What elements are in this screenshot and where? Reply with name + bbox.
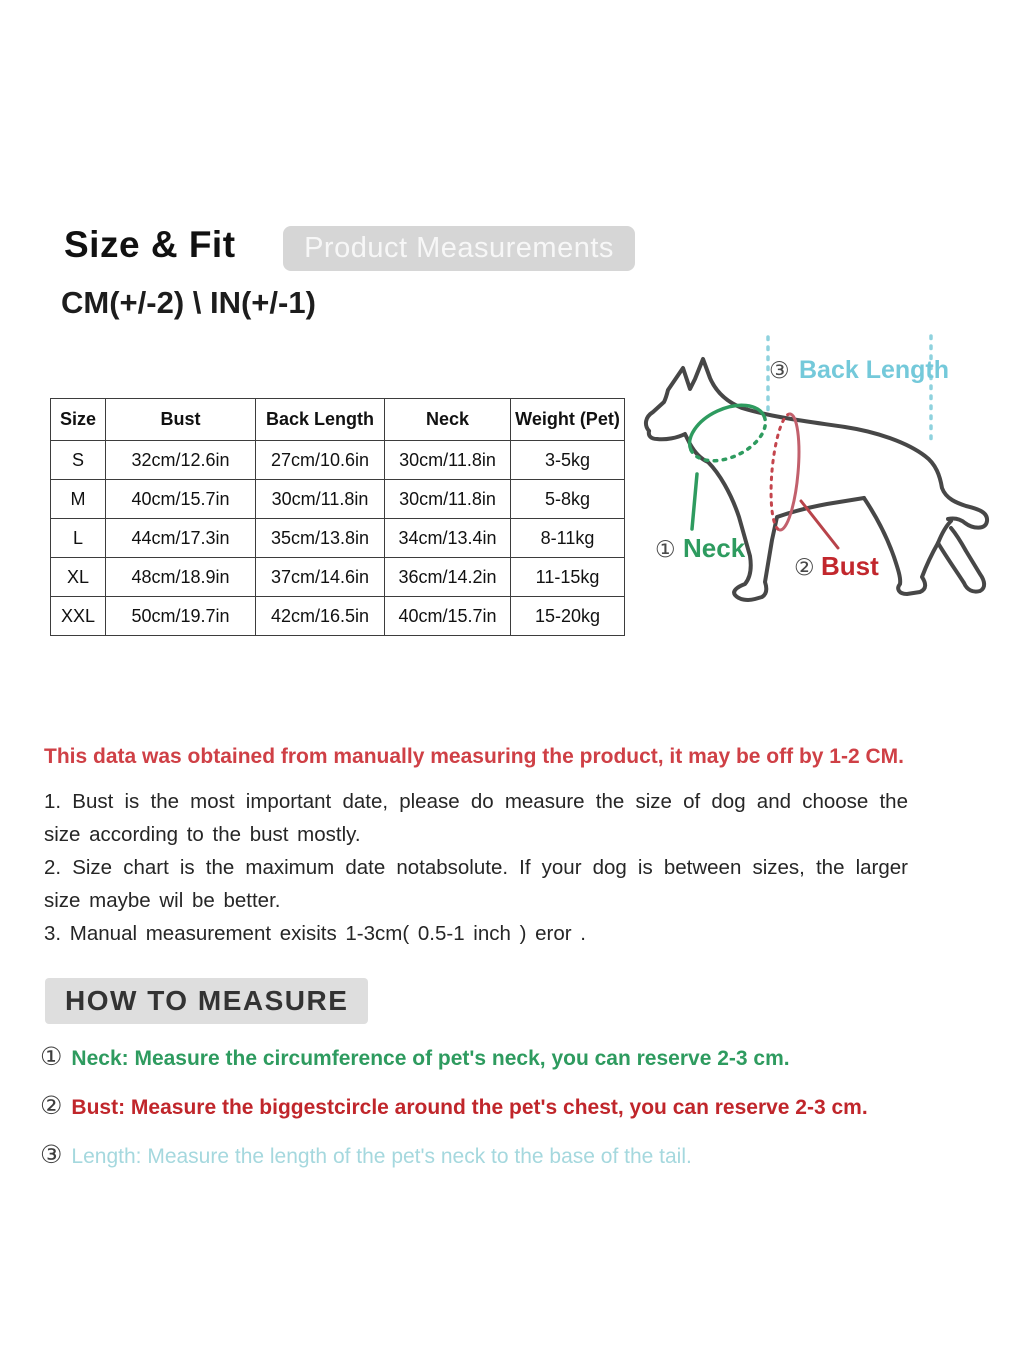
bust-leader-line: [801, 501, 838, 548]
dog-measurement-diagram: [620, 330, 1024, 630]
size-chart-table: [50, 398, 625, 636]
step-1-text: Neck: Measure the circumference of pet's neck, you can reserve 2-3 cm.: [71, 1047, 790, 1070]
size-cell: L: [51, 519, 106, 558]
table-row-xl: [51, 558, 625, 597]
note-3: 3. Manual measurement exisits 1-3cm( 0.5-1 inch ) eror .: [44, 922, 586, 945]
size-cell: S: [51, 441, 106, 480]
back-length-cell: 42cm/16.5in: [256, 597, 385, 636]
bust-cell: 44cm/17.3in: [106, 519, 256, 558]
size-cell: M: [51, 480, 106, 519]
size-cell: XXL: [51, 597, 106, 636]
bust-num-icon: ②: [794, 554, 815, 580]
measure-step-neck: [40, 1042, 980, 1072]
neck-label: Neck: [683, 533, 746, 563]
step-1-circled-number-icon: ①: [40, 1043, 63, 1071]
neck-leader-line: [692, 474, 697, 529]
measure-steps: [40, 1042, 980, 1189]
how-to-measure-heading: HOW TO MEASURE: [45, 978, 368, 1024]
measure-step-bust: [40, 1091, 980, 1121]
back-length-guides: [768, 336, 931, 441]
step-3-text: Length: Measure the length of the pet's neck to the base of the tail.: [71, 1145, 692, 1168]
back-length-cell: 30cm/11.8in: [256, 480, 385, 519]
sizing-notes: [44, 785, 908, 950]
tolerance-note: CM(+/-2) \ IN(+/-1): [61, 285, 316, 320]
measurement-disclaimer: This data was obtained from manually measuring the product, it may be off by 1-2 CM.: [44, 745, 904, 768]
page-title: Size & Fit: [64, 224, 236, 265]
step-2-circled-number-icon: ②: [40, 1092, 63, 1120]
back-length-cell: 37cm/14.6in: [256, 558, 385, 597]
neck-cell: 30cm/11.8in: [385, 441, 511, 480]
bust-measure-ellipse: [771, 414, 838, 548]
bust-cell: 32cm/12.6in: [106, 441, 256, 480]
note-2: 2. Size chart is the maximum date notabsolute. If your dog is between sizes, the larger size maybe wil be better.: [44, 856, 908, 912]
col-header-bust: Bust: [106, 399, 256, 441]
table-row-s: [51, 441, 625, 480]
back-length-num-icon: ③: [769, 357, 790, 383]
bust-cell: 48cm/18.9in: [106, 558, 256, 597]
weight-cell: 3-5kg: [511, 441, 625, 480]
weight-cell: 5-8kg: [511, 480, 625, 519]
size-cell: XL: [51, 558, 106, 597]
table-row-l: [51, 519, 625, 558]
col-header-weight: Weight (Pet): [511, 399, 625, 441]
product-measurements-badge: Product Measurements: [283, 226, 635, 271]
neck-num-icon: ①: [655, 536, 676, 562]
table-row-m: [51, 480, 625, 519]
table-header-row: [51, 399, 625, 441]
neck-cell: 40cm/15.7in: [385, 597, 511, 636]
bust-cell: 50cm/19.7in: [106, 597, 256, 636]
step-3-circled-number-icon: ③: [40, 1141, 63, 1169]
neck-measure-ellipse: [690, 405, 766, 529]
weight-cell: 8-11kg: [511, 519, 625, 558]
weight-cell: 15-20kg: [511, 597, 625, 636]
neck-cell: 34cm/13.4in: [385, 519, 511, 558]
col-header-size: Size: [51, 399, 106, 441]
bust-cell: 40cm/15.7in: [106, 480, 256, 519]
weight-cell: 11-15kg: [511, 558, 625, 597]
back-length-cell: 27cm/10.6in: [256, 441, 385, 480]
col-header-back-length: Back Length: [256, 399, 385, 441]
neck-cell: 30cm/11.8in: [385, 480, 511, 519]
neck-cell: 36cm/14.2in: [385, 558, 511, 597]
note-1: 1. Bust is the most important date, please do measure the size of dog and choose the size according to the bust mostly.: [44, 790, 908, 846]
measure-step-length: [40, 1140, 980, 1170]
back-length-label: Back Length: [799, 356, 950, 384]
back-length-cell: 35cm/13.8in: [256, 519, 385, 558]
step-2-text: Bust: Measure the biggestcircle around the pet's chest, you can reserve 2-3 cm.: [71, 1096, 868, 1119]
bust-label: Bust: [821, 551, 879, 581]
table-row-xxl: [51, 597, 625, 636]
col-header-neck: Neck: [385, 399, 511, 441]
